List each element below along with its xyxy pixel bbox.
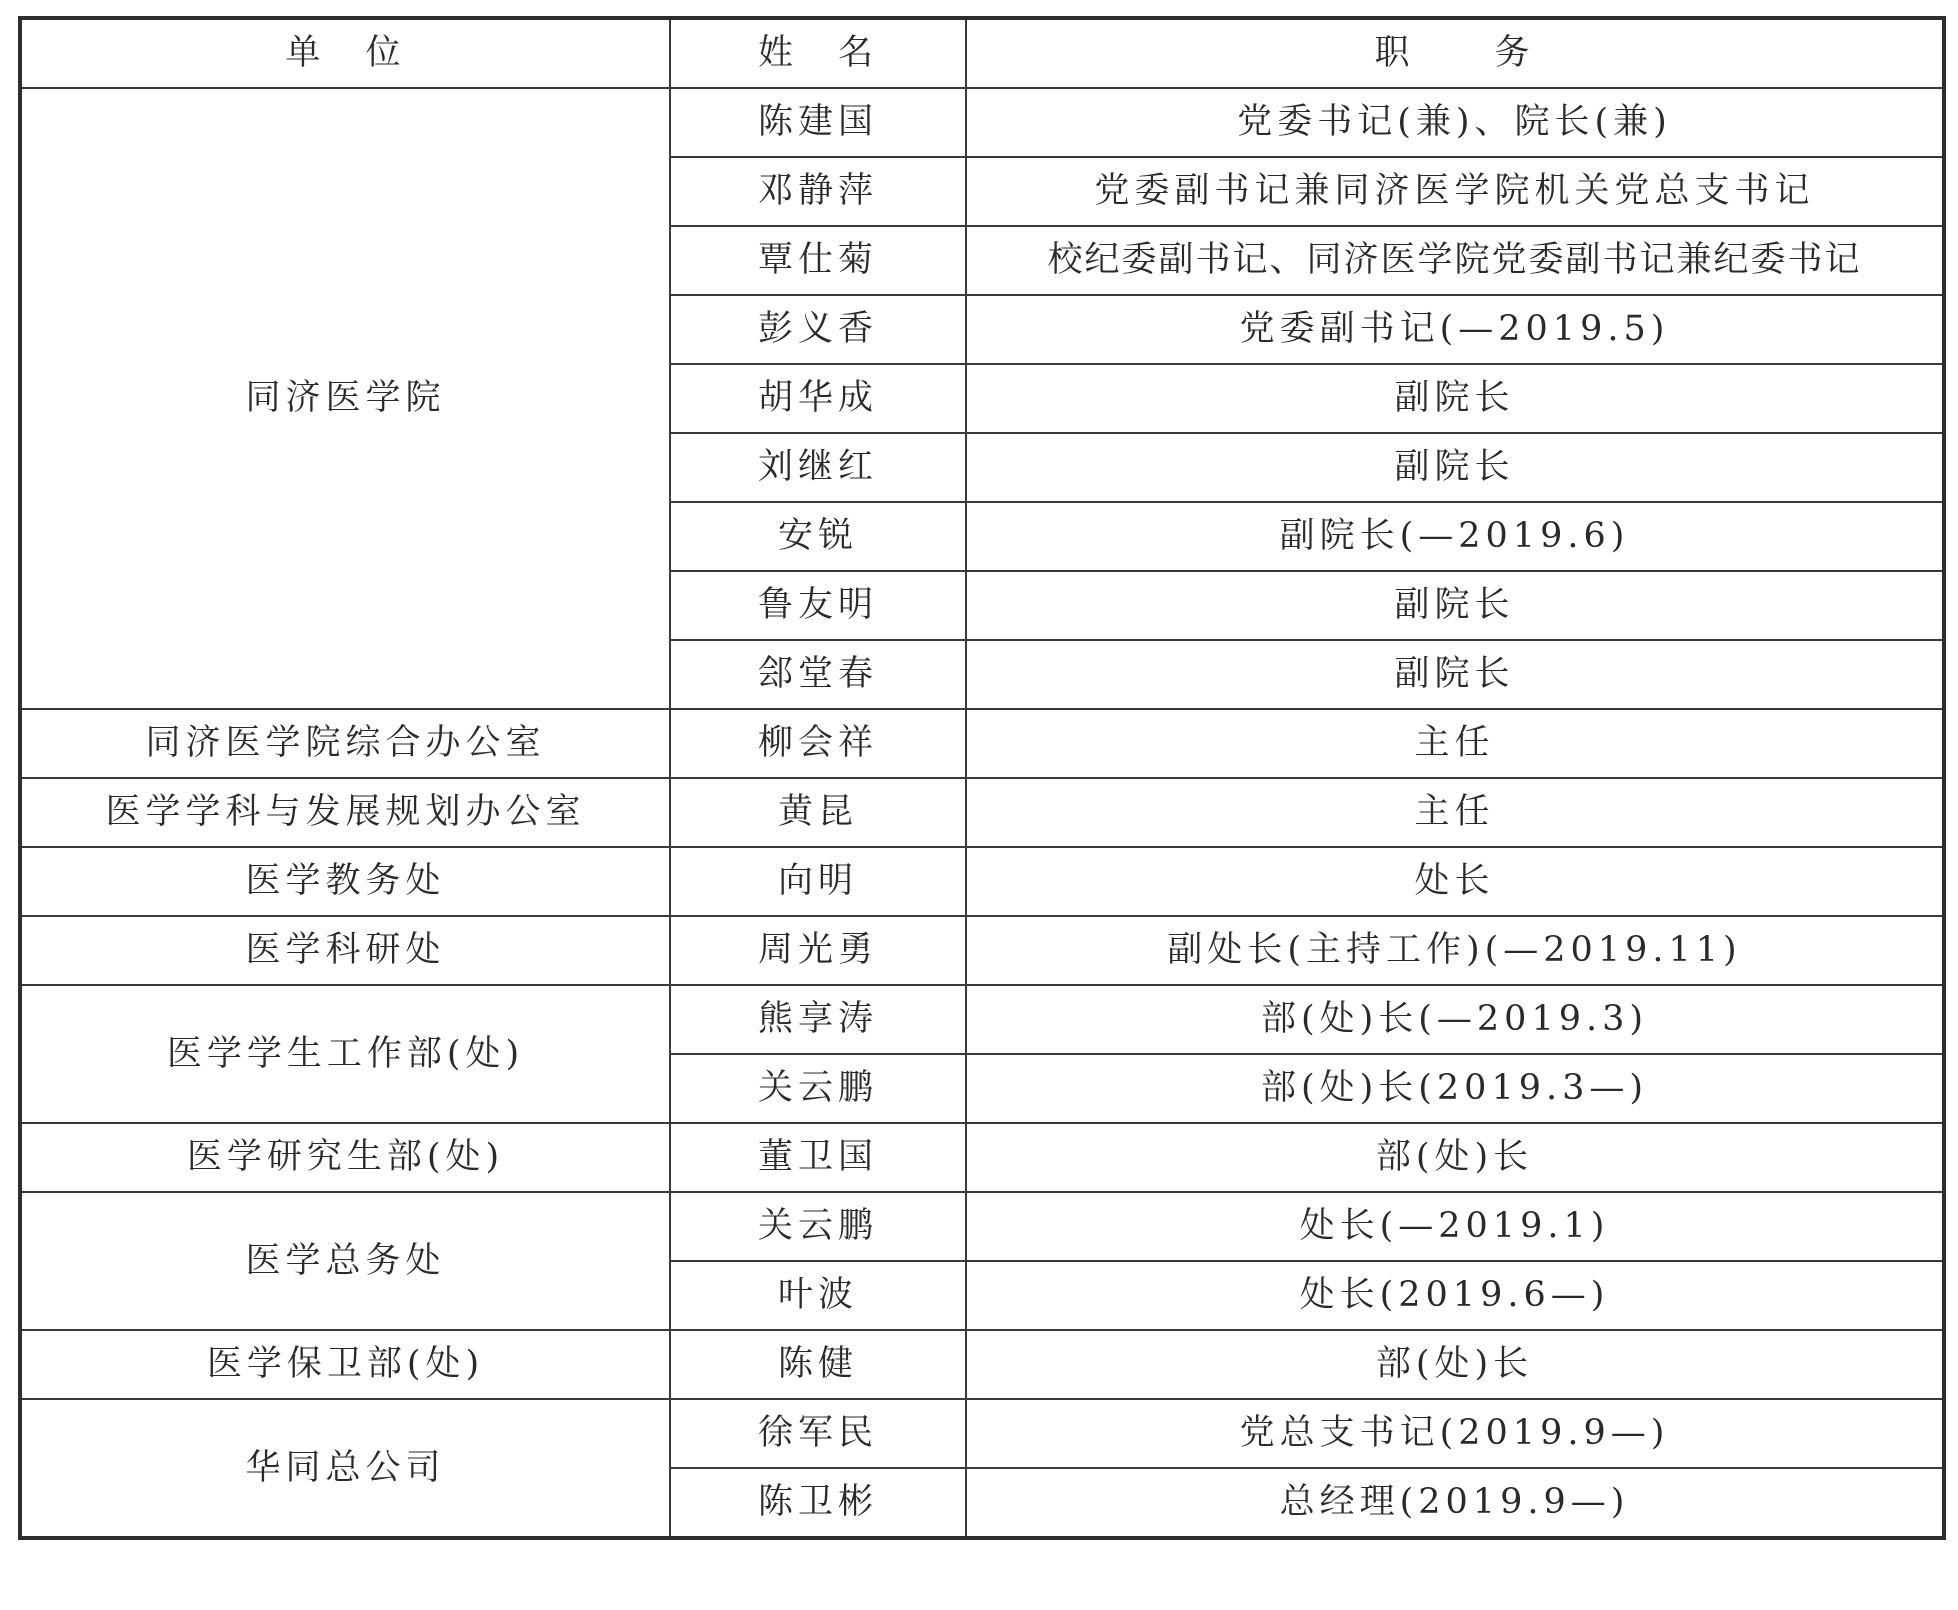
name-cell: 向明 <box>670 847 966 916</box>
name-cell: 鲁友明 <box>670 571 966 640</box>
name-cell: 熊享涛 <box>670 985 966 1054</box>
role-cell: 副院长 <box>966 433 1944 502</box>
leadership-roster-table <box>18 16 1946 1540</box>
header-row <box>20 18 1944 88</box>
roster-body <box>20 88 1944 1538</box>
role-cell: 副院长 <box>966 571 1944 640</box>
table-row <box>20 709 1944 778</box>
role-cell: 部(处)长(2019.3—) <box>966 1054 1944 1123</box>
name-cell: 关云鹏 <box>670 1054 966 1123</box>
unit-cell: 医学保卫部(处) <box>20 1330 670 1399</box>
unit-cell: 医学研究生部(处) <box>20 1123 670 1192</box>
role-cell: 主任 <box>966 778 1944 847</box>
role-cell: 党委书记(兼)、院长(兼) <box>966 88 1944 157</box>
header-role: 职 务 <box>966 18 1944 88</box>
name-cell: 覃仕菊 <box>670 226 966 295</box>
name-cell: 董卫国 <box>670 1123 966 1192</box>
unit-cell: 同济医学院 <box>20 88 670 709</box>
unit-cell: 医学科研处 <box>20 916 670 985</box>
table-row <box>20 985 1944 1054</box>
role-cell: 主任 <box>966 709 1944 778</box>
table-row <box>20 1399 1944 1468</box>
unit-cell: 医学教务处 <box>20 847 670 916</box>
role-cell: 副院长 <box>966 640 1944 709</box>
name-cell: 黄昆 <box>670 778 966 847</box>
role-cell: 总经理(2019.9—) <box>966 1468 1944 1538</box>
name-cell: 陈健 <box>670 1330 966 1399</box>
header-name: 姓 名 <box>670 18 966 88</box>
table-row <box>20 88 1944 157</box>
unit-cell: 医学学科与发展规划办公室 <box>20 778 670 847</box>
name-cell: 陈卫彬 <box>670 1468 966 1538</box>
name-cell: 安锐 <box>670 502 966 571</box>
header-unit: 单 位 <box>20 18 670 88</box>
role-cell: 部(处)长 <box>966 1123 1944 1192</box>
name-cell: 柳会祥 <box>670 709 966 778</box>
name-cell: 周光勇 <box>670 916 966 985</box>
name-cell: 陈建国 <box>670 88 966 157</box>
unit-cell: 医学总务处 <box>20 1192 670 1330</box>
unit-cell: 华同总公司 <box>20 1399 670 1538</box>
name-cell: 叶波 <box>670 1261 966 1330</box>
role-cell: 党委副书记(—2019.5) <box>966 295 1944 364</box>
role-cell: 处长(2019.6—) <box>966 1261 1944 1330</box>
role-cell: 党总支书记(2019.9—) <box>966 1399 1944 1468</box>
role-cell: 校纪委副书记、同济医学院党委副书记兼纪委书记 <box>966 226 1944 295</box>
unit-cell: 同济医学院综合办公室 <box>20 709 670 778</box>
name-cell: 胡华成 <box>670 364 966 433</box>
table-row <box>20 1192 1944 1261</box>
role-cell: 部(处)长 <box>966 1330 1944 1399</box>
name-cell: 邓静萍 <box>670 157 966 226</box>
role-cell: 部(处)长(—2019.3) <box>966 985 1944 1054</box>
role-cell: 处长(—2019.1) <box>966 1192 1944 1261</box>
table-row <box>20 1330 1944 1399</box>
table-row <box>20 1123 1944 1192</box>
role-cell: 党委副书记兼同济医学院机关党总支书记 <box>966 157 1944 226</box>
table-row <box>20 778 1944 847</box>
name-cell: 徐军民 <box>670 1399 966 1468</box>
table-row <box>20 916 1944 985</box>
roster-sheet <box>18 16 1946 1540</box>
name-cell: 彭义香 <box>670 295 966 364</box>
table-row <box>20 847 1944 916</box>
role-cell: 处长 <box>966 847 1944 916</box>
name-cell: 刘继红 <box>670 433 966 502</box>
role-cell: 副院长(—2019.6) <box>966 502 1944 571</box>
unit-cell: 医学学生工作部(处) <box>20 985 670 1123</box>
name-cell: 郐堂春 <box>670 640 966 709</box>
name-cell: 关云鹏 <box>670 1192 966 1261</box>
role-cell: 副院长 <box>966 364 1944 433</box>
role-cell: 副处长(主持工作)(—2019.11) <box>966 916 1944 985</box>
